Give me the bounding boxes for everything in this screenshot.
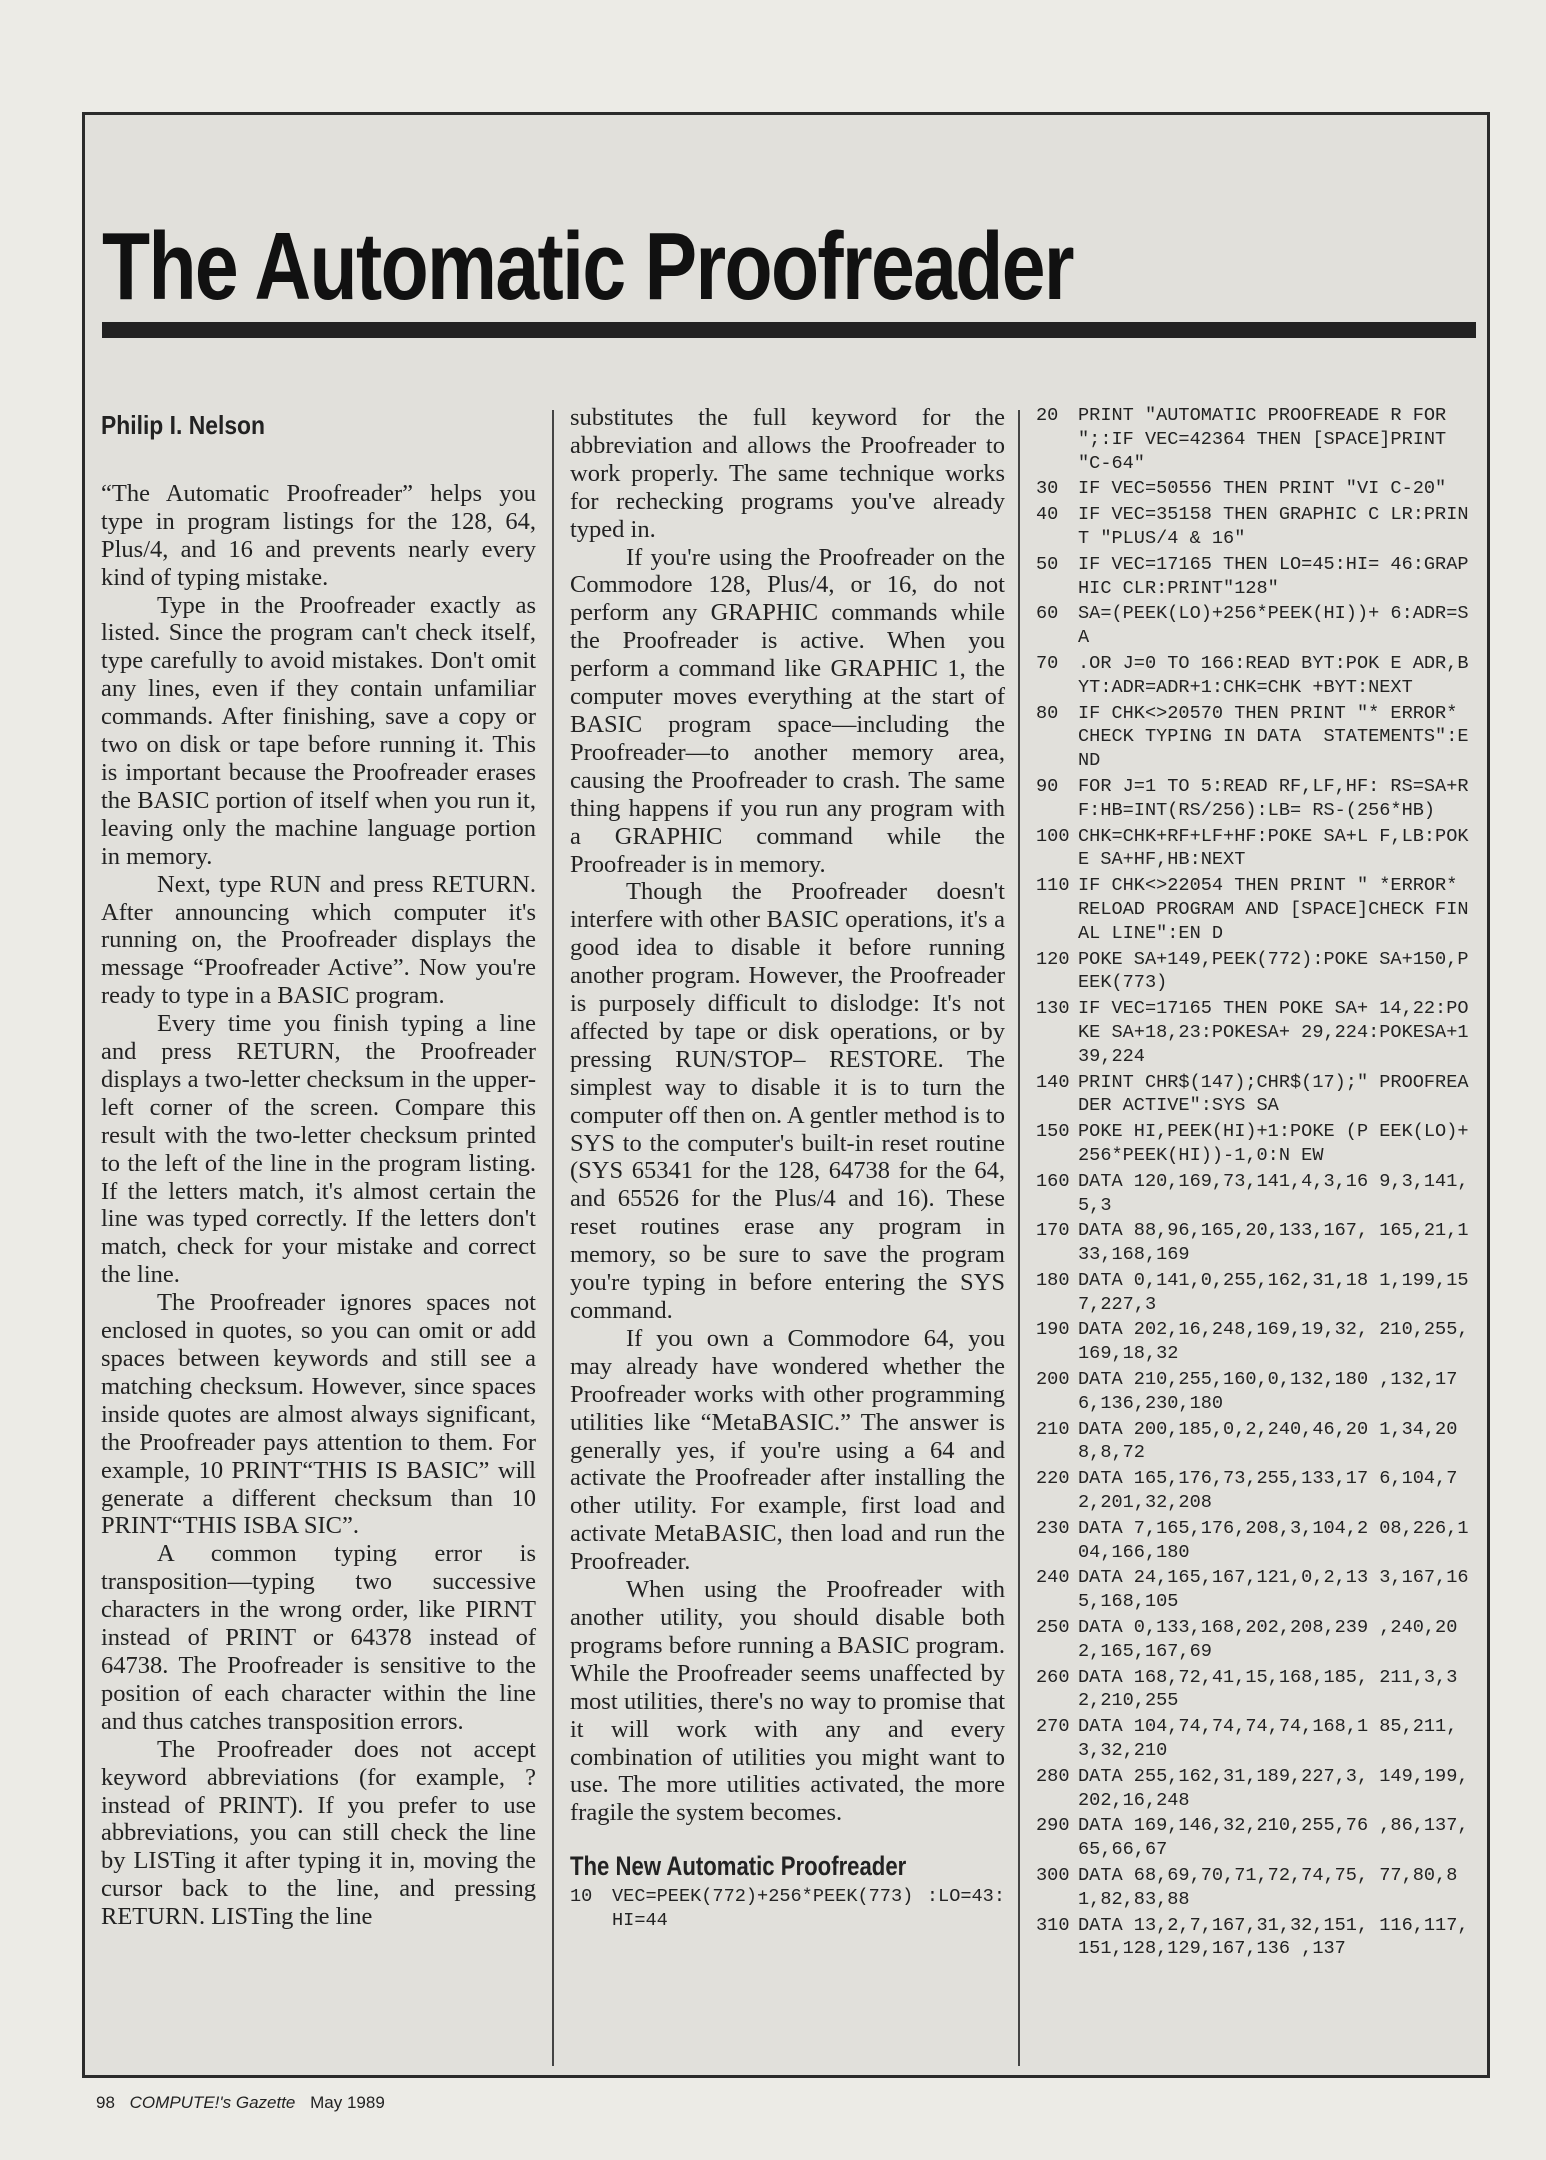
line-code: VEC=PEEK(772)+256*PEEK(773) :LO=43:HI=44 xyxy=(612,1886,1005,1931)
code-listing-start xyxy=(570,1885,1005,1933)
line-number: 10 xyxy=(570,1886,593,1908)
paragraph: “The Automatic Proofreader” helps you type in program listings for the 128, 64, Plus/4, and 16 and prevents nearly every kind of typing mistake. xyxy=(101,479,536,591)
line-code: DATA 202,16,248,169,19,32, 210,255,169,18,32 xyxy=(1078,1319,1469,1365)
line-number: 190 xyxy=(1036,1319,1070,1341)
line-code: DATA 169,146,32,210,255,76 ,86,137,65,66,67 xyxy=(1078,1815,1469,1861)
line-code: DATA 210,255,160,0,132,180 ,132,176,136,230,180 xyxy=(1078,1369,1458,1414)
line-number: 70 xyxy=(1036,652,1059,674)
line-number: 130 xyxy=(1036,998,1070,1020)
line-number: 30 xyxy=(1036,478,1059,500)
code-line xyxy=(1036,702,1472,773)
code-line xyxy=(1036,477,1472,501)
code-line xyxy=(1036,948,1472,996)
article-title: The Automatic Proofreader xyxy=(102,213,1073,320)
line-number: 90 xyxy=(1036,775,1059,797)
paragraph: Though the Proofreader doesn't interfere with other BASIC operations, it's a good idea to disable it before running another program. However, the Proofreader is purposely difficult to dislodge: It's not affected by tape or disk operations, or by pressing RUN/STOP– RESTORE. The simplest way to disable it is to turn the computer off then on. A gentler method is to SYS to the computer's built-in reset routine (SYS 65341 for the 128, 64738 for the 64, and 65526 for the Plus/4 and 16). These reset routines erase any program in memory, so be sure to save the program you're typing in before entering the SYS command. xyxy=(570,878,1005,1324)
paragraph: A common typing error is transposition—typing two successive characters in the wrong order, like PIRNT instead of PRINT or 64378 instead of 64738. The Proofreader is sensitive to the position of each character within the line and thus catches transposition errors. xyxy=(101,1540,536,1735)
issue-date: May 1989 xyxy=(310,2093,385,2112)
listing-heading: The New Automatic Proofreader xyxy=(570,1851,907,1882)
code-line xyxy=(1036,1467,1472,1515)
code-line xyxy=(1036,1269,1472,1317)
line-number: 240 xyxy=(1036,1567,1070,1589)
page-number: 98 xyxy=(96,2093,115,2112)
line-number: 100 xyxy=(1036,825,1070,847)
code-line xyxy=(1036,1715,1472,1763)
paragraph: If you own a Commodore 64, you may already have wondered whether the Proofreader works with other programming utilities like “MetaBASIC.” The answer is generally yes, if you're using a 64 and activate the Proofreader after installing the other utility. For example, first load and activate MetaBASIC, then load and run the Proofreader. xyxy=(570,1324,1005,1576)
line-number: 300 xyxy=(1036,1865,1070,1887)
line-number: 230 xyxy=(1036,1517,1070,1539)
code-line xyxy=(1036,1914,1472,1962)
magazine-name: COMPUTE!'s Gazette xyxy=(129,2093,296,2112)
column-1 xyxy=(101,400,536,1931)
line-number: 200 xyxy=(1036,1369,1070,1391)
line-code: DATA 0,133,168,202,208,239 ,240,202,165,167,69 xyxy=(1078,1617,1458,1662)
line-number: 250 xyxy=(1036,1617,1070,1639)
line-code: PRINT "AUTOMATIC PROOFREADE R FOR ";:IF VEC=42364 THEN [SPACE]PRINT "C-64" xyxy=(1078,405,1458,474)
line-code: CHK=CHK+RF+LF+HF:POKE SA+L F,LB:POKE SA+HF,HB:NEXT xyxy=(1078,825,1469,871)
line-number: 180 xyxy=(1036,1269,1070,1291)
code-line xyxy=(1036,874,1472,945)
title-rule xyxy=(102,322,1476,338)
code-line xyxy=(1036,1666,1472,1714)
code-line xyxy=(1036,1219,1472,1267)
code-line xyxy=(1036,1071,1472,1119)
line-code: DATA 7,165,176,208,3,104,2 08,226,104,166,180 xyxy=(1078,1517,1469,1563)
paragraph: The Proofreader does not accept keyword abbreviations (for example, ? instead of PRINT). If you prefer to use abbreviations, you can still check the line by LISTing it after typing it in, moving the cursor back to the line, and pressing RETURN. LISTing the line xyxy=(101,1735,536,1931)
line-number: 170 xyxy=(1036,1220,1070,1242)
line-number: 290 xyxy=(1036,1815,1070,1837)
line-number: 210 xyxy=(1036,1418,1070,1440)
line-code: DATA 120,169,73,141,4,3,16 9,3,141,5,3 xyxy=(1078,1170,1469,1216)
code-line xyxy=(1036,1864,1472,1912)
line-number: 260 xyxy=(1036,1666,1070,1688)
page-footer xyxy=(96,2093,385,2113)
line-code: IF CHK<>22054 THEN PRINT " *ERROR* RELOAD PROGRAM AND [SPACE]CHECK FINAL LINE":EN D xyxy=(1078,875,1469,944)
line-number: 110 xyxy=(1036,875,1070,897)
code-line xyxy=(1036,404,1472,475)
line-code: DATA 13,2,7,167,31,32,151, 116,117,151,128,129,167,136 ,137 xyxy=(1078,1914,1469,1960)
line-code: DATA 68,69,70,71,72,74,75, 77,80,81,82,83,88 xyxy=(1078,1865,1458,1910)
column-1-body xyxy=(101,480,536,1931)
line-code: SA=(PEEK(LO)+256*PEEK(HI))+ 6:ADR=SA xyxy=(1078,603,1469,649)
column-divider xyxy=(552,410,554,2066)
line-number: 60 xyxy=(1036,603,1059,625)
line-number: 160 xyxy=(1036,1170,1070,1192)
line-code: DATA 200,185,0,2,240,46,20 1,34,208,8,72 xyxy=(1078,1418,1458,1464)
code-line xyxy=(570,1885,1005,1933)
code-line xyxy=(1036,1120,1472,1168)
paragraph: substitutes the full keyword for the abbreviation and allows the Proofreader to work properly. The same technique works for rechecking programs you've already typed in. xyxy=(570,404,1005,543)
line-code: FOR J=1 TO 5:READ RF,LF,HF: RS=SA+RF:HB=INT(RS/256):LB= RS-(256*HB) xyxy=(1078,775,1469,821)
paragraph: Next, type RUN and press RETURN. After announcing which computer it's running on, the Proofreader displays the message “Proofreader Active”. Now you're ready to type in a BASIC program. xyxy=(101,870,536,1010)
byline: Philip I. Nelson xyxy=(101,410,265,440)
line-code: IF VEC=17165 THEN POKE SA+ 14,22:POKE SA+18,23:POKESA+ 29,224:POKESA+139,224 xyxy=(1078,998,1469,1067)
line-number: 20 xyxy=(1036,405,1059,426)
code-line xyxy=(1036,997,1472,1068)
line-number: 150 xyxy=(1036,1121,1070,1143)
line-code: IF VEC=17165 THEN LO=45:HI= 46:GRAPHIC CLR:PRINT"128" xyxy=(1078,553,1469,599)
line-code: PRINT CHR$(147);CHR$(17);" PROOFREADER ACTIVE":SYS SA xyxy=(1078,1071,1469,1117)
line-code: DATA 255,162,31,189,227,3, 149,199,202,16,248 xyxy=(1078,1765,1469,1811)
paragraph: The Proofreader ignores spaces not enclosed in quotes, so you can omit or add spaces between keywords and still see a matching checksum. However, since spaces inside quotes are almost always significant, the Proofreader pays attention to them. For example, 10 PRINT“THIS IS BASIC” will generate a different checksum than 10 PRINT“THIS ISBA SIC”. xyxy=(101,1289,536,1540)
line-code: DATA 165,176,73,255,133,17 6,104,72,201,32,208 xyxy=(1078,1468,1458,1514)
paragraph: Every time you finish typing a line and press RETURN, the Proofreader displays a two-letter checksum in the upper-left corner of the screen. Compare this result with the two-letter checksum printed to the left of the line in the program listing. If the letters match, it's almost certain the line was typed correctly. If the letters don't match, check for your mistake and correct the line. xyxy=(101,1010,536,1289)
column-divider xyxy=(1018,410,1020,2066)
line-code: IF CHK<>20570 THEN PRINT "* ERROR* CHECK TYPING IN DATA STATEMENTS":END xyxy=(1078,702,1469,772)
code-line xyxy=(1036,1765,1472,1813)
code-line xyxy=(1036,1418,1472,1466)
code-line xyxy=(1036,1814,1472,1862)
line-number: 270 xyxy=(1036,1716,1070,1738)
code-line xyxy=(1036,602,1472,650)
code-line xyxy=(1036,1318,1472,1366)
column-3-code-listing xyxy=(1036,404,1472,1963)
line-number: 280 xyxy=(1036,1765,1070,1787)
code-line xyxy=(1036,1566,1472,1614)
code-line xyxy=(1036,1616,1472,1664)
line-code: IF VEC=50556 THEN PRINT "VI C-20" xyxy=(1078,478,1447,500)
line-number: 40 xyxy=(1036,504,1059,526)
line-number: 80 xyxy=(1036,702,1059,724)
code-line xyxy=(1036,775,1472,823)
line-code: DATA 0,141,0,255,162,31,18 1,199,157,227,3 xyxy=(1078,1269,1469,1315)
line-code: IF VEC=35158 THEN GRAPHIC C LR:PRINT "PLUS/4 & 16" xyxy=(1078,504,1469,549)
code-line xyxy=(1036,652,1472,700)
paragraph: When using the Proofreader with another utility, you should disable both programs before running a BASIC program. While the Proofreader seems unaffected by most utilities, there's no way to promise that it will work with any and every combination of utilities you might want to use. The more utilities activated, the more fragile the system becomes. xyxy=(570,1576,1005,1827)
line-code: POKE HI,PEEK(HI)+1:POKE (P EEK(LO)+256*PEEK(HI))-1,0:N EW xyxy=(1078,1121,1469,1166)
line-code: DATA 88,96,165,20,133,167, 165,21,133,168,169 xyxy=(1078,1220,1469,1266)
paragraph: If you're using the Proofreader on the Commodore 128, Plus/4, or 16, do not perform any GRAPHIC commands while the Proofreader is active. When you perform a command like GRAPHIC 1, the computer moves everything at the start of BASIC program space—including the Proofreader—to another memory area, causing the Proofreader to crash. The same thing happens if you run any program with a GRAPHIC command while the Proofreader is in memory. xyxy=(570,543,1005,878)
code-line xyxy=(1036,553,1472,601)
line-number: 140 xyxy=(1036,1071,1070,1093)
line-code: DATA 168,72,41,15,168,185, 211,3,32,210,255 xyxy=(1078,1666,1458,1712)
code-line xyxy=(1036,1368,1472,1416)
code-line xyxy=(1036,1517,1472,1565)
line-number: 50 xyxy=(1036,553,1059,575)
line-code: POKE SA+149,PEEK(772):POKE SA+150,PEEK(773) xyxy=(1078,948,1469,994)
column-2 xyxy=(570,404,1005,1933)
column-2-body xyxy=(570,404,1005,1827)
line-code: DATA 24,165,167,121,0,2,13 3,167,165,168,105 xyxy=(1078,1567,1469,1613)
line-number: 220 xyxy=(1036,1468,1070,1490)
code-line xyxy=(1036,503,1472,551)
paragraph: Type in the Proofreader exactly as listed. Since the program can't check itself, type carefully to avoid mistakes. Don't omit any lines, even if they contain unfamiliar commands. After finishing, save a copy or two on disk or tape before running it. This is important because the Proofreader erases the BASIC portion of itself when you run it, leaving only the machine language portion in memory. xyxy=(101,591,536,870)
line-code: DATA 104,74,74,74,74,168,1 85,211,3,32,210 xyxy=(1078,1716,1458,1762)
code-line xyxy=(1036,825,1472,873)
code-line xyxy=(1036,1170,1472,1218)
line-number: 310 xyxy=(1036,1914,1070,1936)
line-number: 120 xyxy=(1036,948,1070,970)
line-code: .OR J=0 TO 166:READ BYT:POK E ADR,BYT:ADR=ADR+1:CHK=CHK +BYT:NEXT xyxy=(1078,652,1469,698)
